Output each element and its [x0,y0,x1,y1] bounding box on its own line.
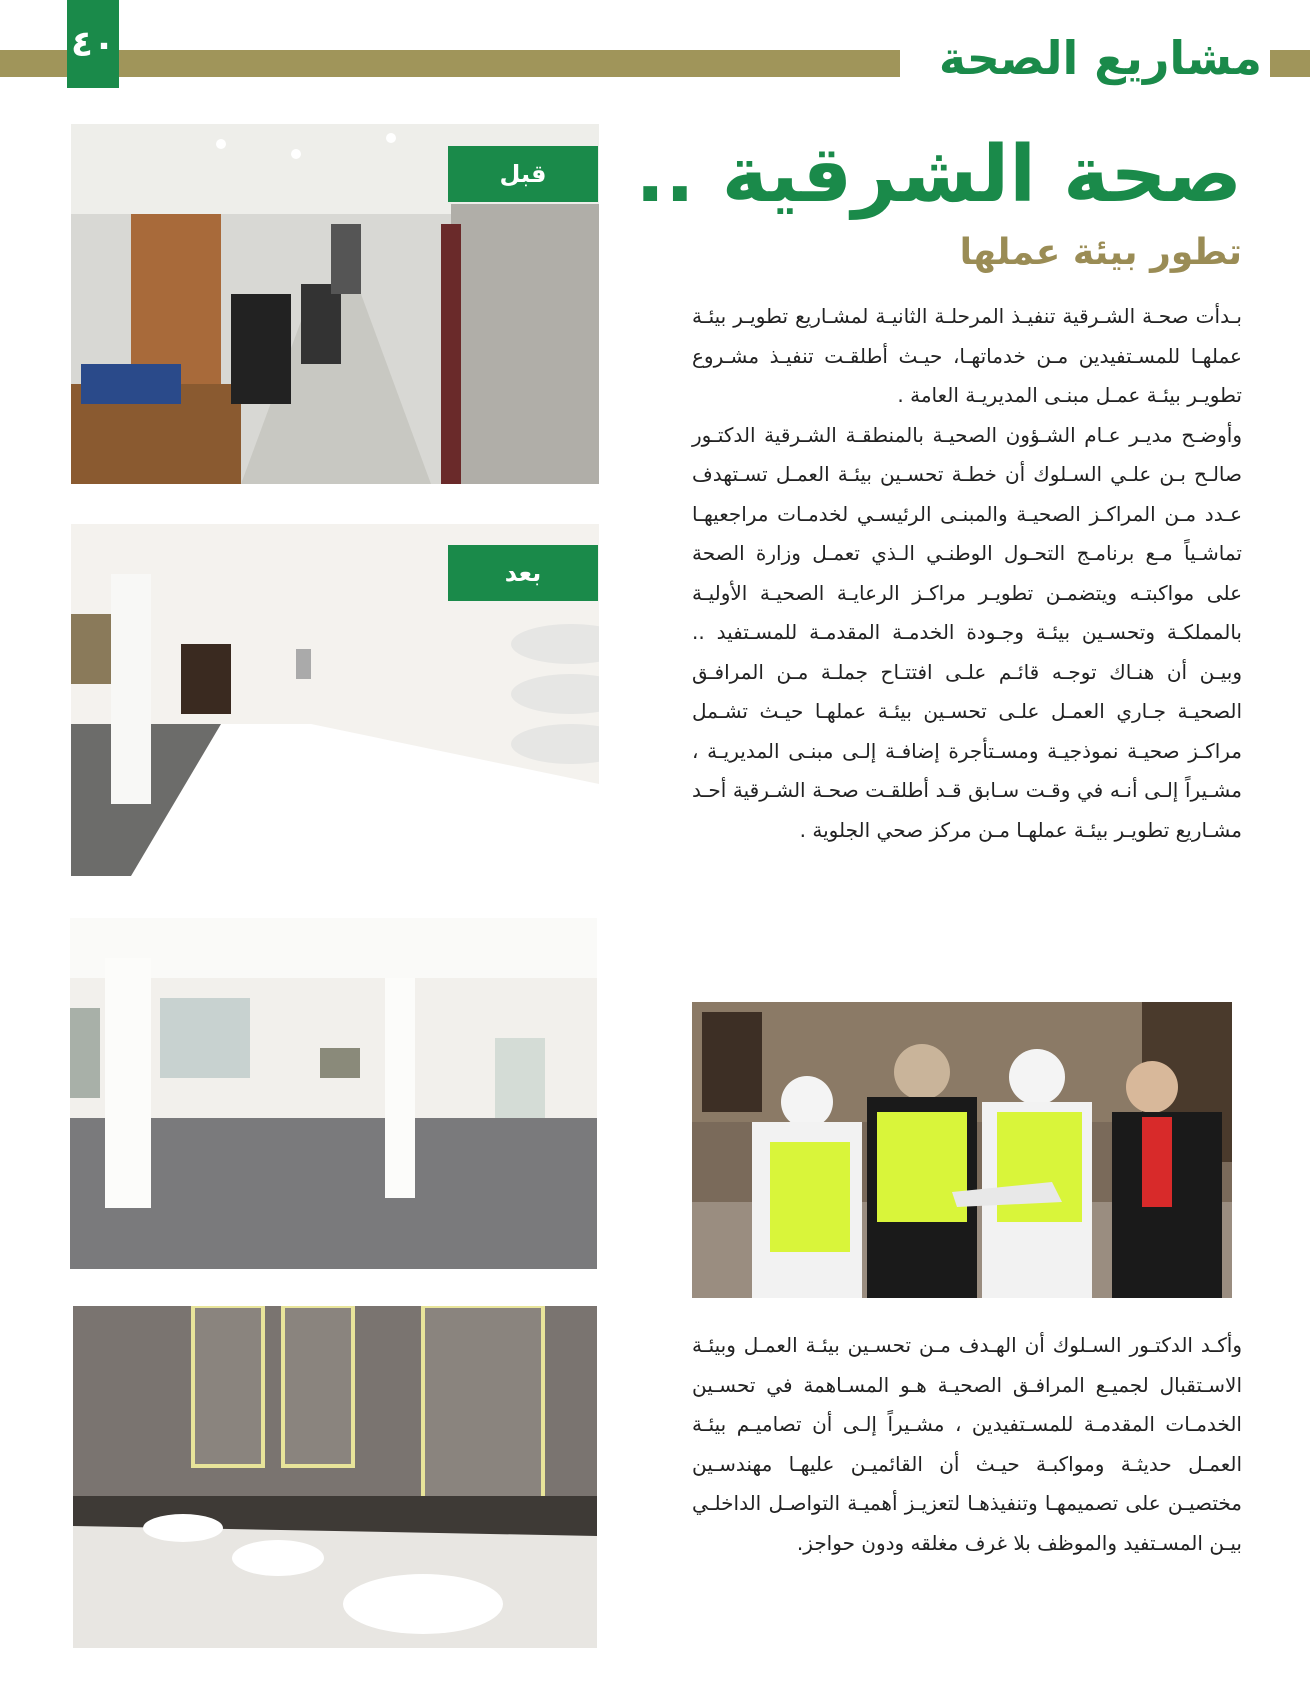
paragraph-2: وأوضـح مديـر عـام الشـؤون الصحيـة بالمنطقـة الشـرقية الدكتـور صالـح بـن علـي السـلوك أن خطـة تحسـين بيئـة العمـل تسـتهدف عـدد مـن المراكـز الصحيـة والمبنـى الرئيسـي لخدمـات مراجعيهـا تماشـياً مـع برنامـج التحـول الوطنـي الـذي تعمـل وزارة الصحة على مواكبتـه ويتضمـن تطويـر مراكـز الرعايـة الصحيـة الأوليـة بالمملكـة وتحسـين بيئـة وجـودة الخدمـة المقدمـة للمسـتفيد .. وبيـن أن هنـاك توجـه قائـم علـى افتتـاح جملـة مـن المرافـق الصحيـة جـاري العمـل علـى تحسـين بيئـة عملهـا حيـث تشـمل مراكـز صحيـة نموذجيـة ومسـتأجرة إضافـة إلـى مبنـى المديريـة ، مشـيراً إلـى أنـه في وقـت سـابق قـد أطلقـت صحـة الشـرقية أحـد مشـاريع تطويـر بيئـة عملهـا مـن مركز صحي الجلوية . [692,422,1242,842]
page-number: ٤٠ [67,0,119,88]
after-photo-washroom [73,1306,597,1648]
officials-photo [692,1002,1232,1298]
paragraph-3: وأكـد الدكتـور السـلوك أن الهـدف مـن تحسـين بيئـة العمـل وبيئـة الاسـتقبال لجميـع المرافـق الصحيـة هـو المسـاهمة في تحسـين الخدمـات المقدمـة للمسـتفيدين ، مشـيراً إلـى أن تصاميـم بيئـة العمـل حديثـة ومواكبـة حيـث أن القائميـن عليهـا مهندسـين مختصيـن على تصميمهـا وتنفيذهـا لتعزيـز أهميـة التواصـل الداخلـي بيـن المسـتفيد والموظف بلا غرف مغلقه ودون حواجز. [692,1333,1242,1555]
article-subtitle: تطور بيئة عملها [959,232,1242,273]
article-title: صحة الشرقية .. [635,130,1242,220]
section-title: مشاريع الصحة [938,31,1262,85]
after-label: بعد [448,545,598,601]
paragraph-1: بـدأت صحـة الشـرقية تنفيـذ المرحلـة الثانيـة لمشـاريع تطويـر بيئـة عملهـا للمسـتفيدين مـن خدماتهـا، حيـث أطلقـت تنفيـذ مشـروع تطويـر بيئـة عمـل مبنـى المديريـة العامة . [692,304,1242,407]
before-label: قبل [448,146,598,202]
article-body [692,297,1242,850]
article-closing [692,1326,1242,1563]
after-photo-lobby [70,918,597,1269]
